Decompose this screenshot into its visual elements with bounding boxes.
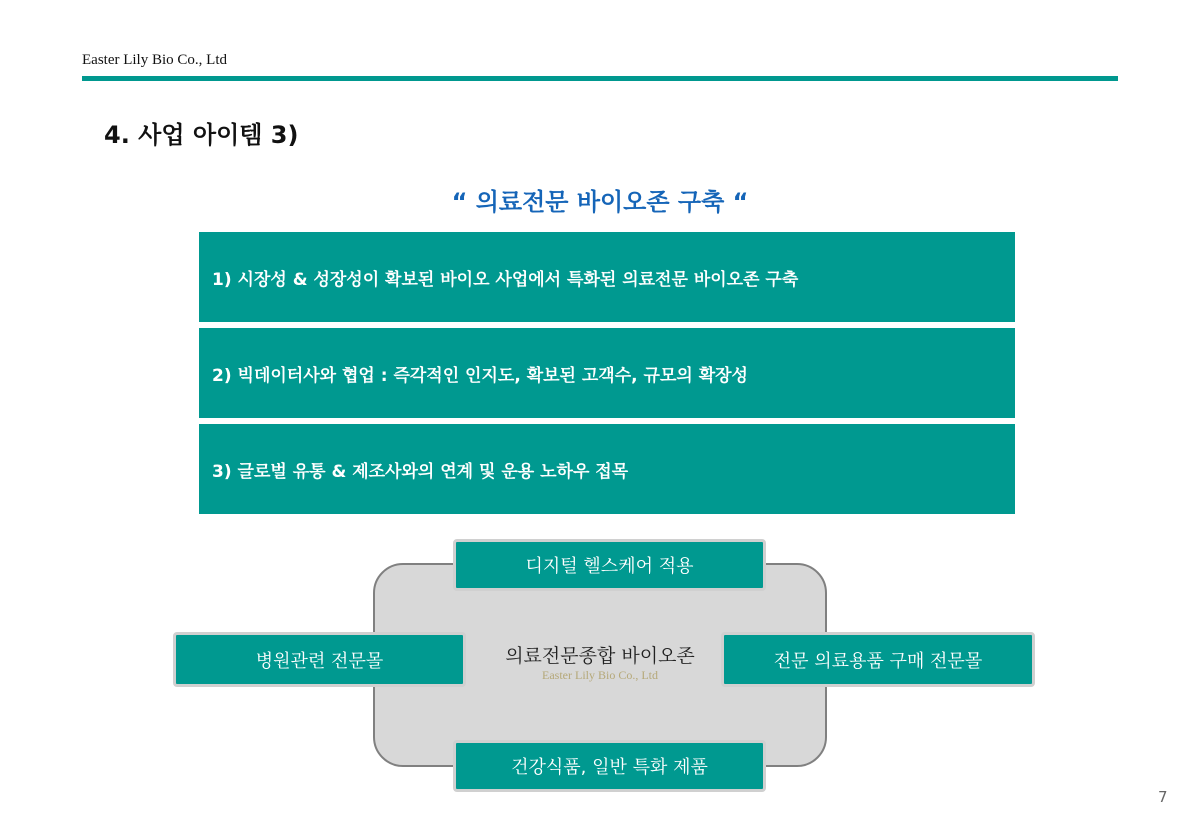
hub-subtitle: Easter Lily Bio Co., Ltd (542, 668, 658, 682)
page-number: 7 (1158, 788, 1168, 806)
header-rule (82, 76, 1118, 81)
node-hospital-mall (173, 632, 466, 687)
point-box-2 (199, 328, 1015, 418)
point-text-1: 1) 시장성 & 성장성이 확보된 바이오 사업에서 특화된 의료전문 바이오존 구축 (212, 269, 799, 290)
point-text-3: 3) 글로벌 유통 & 제조사와의 연계 및 운용 노하우 접목 (212, 461, 629, 482)
node-top-label: 디지털 헬스케어 적용 (525, 556, 694, 577)
node-left-label: 병원관련 전문몰 (255, 650, 384, 672)
headline: “ 의료전문 바이오존 구축 “ (451, 188, 749, 216)
node-right-label: 전문 의료용품 구매 전문몰 (773, 650, 983, 672)
point-box-3 (199, 424, 1015, 514)
node-bottom-label: 건강식품, 일반 특화 제품 (511, 757, 708, 778)
section-title: 4. 사업 아이템 3) (104, 121, 299, 149)
company-name: Easter Lily Bio Co., Ltd (82, 52, 227, 68)
node-digital-healthcare (453, 539, 766, 591)
point-box-1 (199, 232, 1015, 322)
node-health-food (453, 740, 766, 792)
node-medical-supplies-mall (721, 632, 1035, 687)
hub-title: 의료전문종합 바이오존 (505, 645, 695, 667)
point-text-2: 2) 빅데이터사와 협업 : 즉각적인 인지도, 확보된 고객수, 규모의 확장성 (212, 365, 748, 386)
